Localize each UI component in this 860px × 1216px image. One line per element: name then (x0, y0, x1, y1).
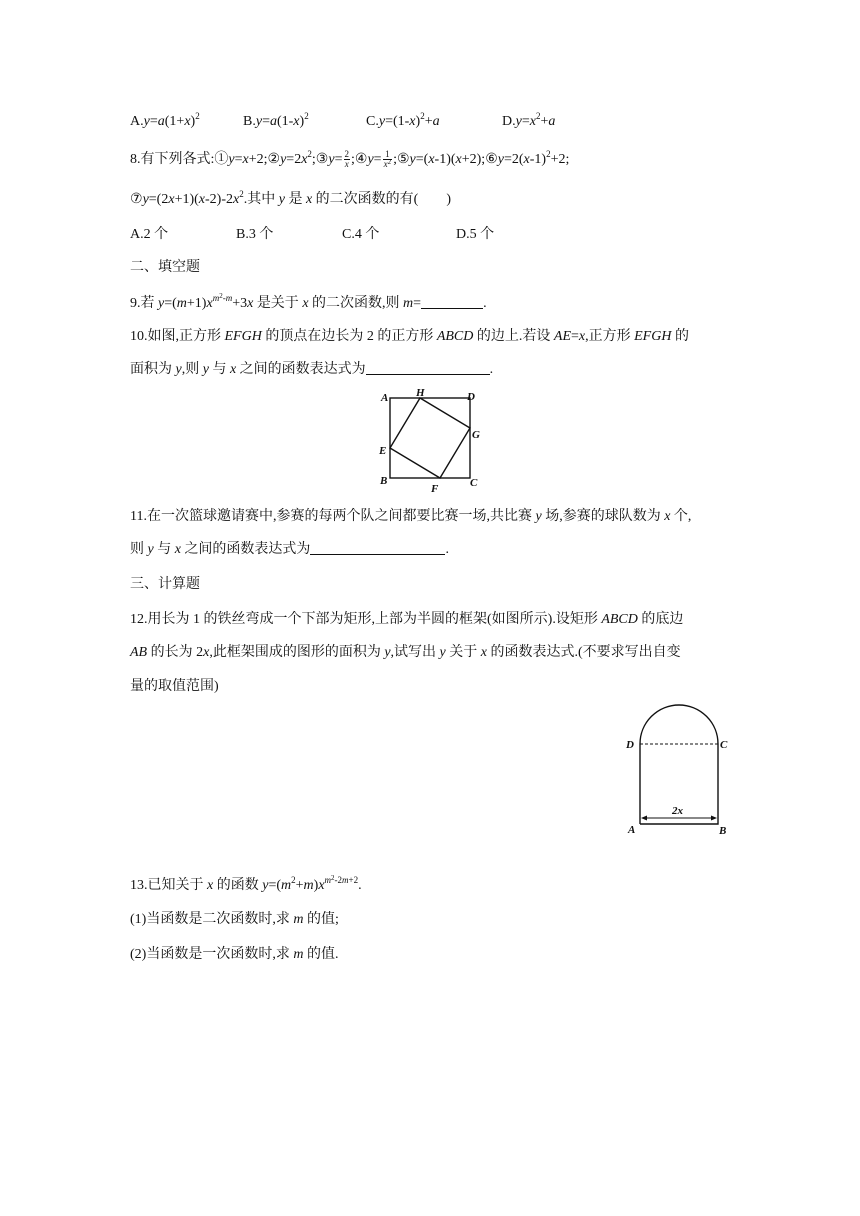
q8-option-a: A.2 个 (130, 227, 169, 242)
q12-frame-figure (624, 700, 734, 840)
q11-stem-line1: 11.在一次篮球邀请赛中,参赛的每两个队之间都要比赛一场,共比赛 y 场,参赛的球队数为 x 个, (130, 509, 692, 524)
q12-stem-line3: 量的取值范围) (130, 679, 219, 694)
label-g: G (472, 429, 480, 441)
label-width: 2x (672, 805, 683, 817)
q10-stem-line1: 10.如图,正方形 EFGH 的顶点在边长为 2 的正方形 ABCD 的边上.若设 AE=x,正方形 EFGH 的 (130, 329, 689, 344)
square-efgh (390, 398, 470, 478)
q13-stem: 13.已知关于 x 的函数 $y=(m^2+m)x^{m^2-2m+2}$. (130, 874, 362, 893)
label-c: C (720, 739, 728, 751)
q7-option-d: $D.y=x^2+a$ (502, 111, 556, 129)
q7-options (130, 112, 730, 132)
arrow-head-right (711, 816, 717, 821)
q7-option-b: $B.y=a(1-x)^2$ (243, 111, 309, 129)
q9-stem: 9.若 $y=(m+1)x^{m^2-m}+3x$ 是关于 x 的二次函数,则 m= . (130, 292, 487, 311)
q12-stem-line2: AB 的长为 2x,此框架围成的图形的面积为 y,试写出 y 关于 x 的函数表达式.(不要求写出自变 (130, 645, 681, 660)
q7-option-a: $A.y=a(1+x)^2$ (130, 111, 200, 129)
q8-stem: 8.有下列各式$:①y=x+2;②y=2x^2;③y=$ $\frac{2}{x}$ ;④y= $\frac{1}{x^2}$ $;⑤y=(x-1)(x+2);⑥y=2(x-1)^2+2$; (130, 149, 570, 170)
arrow-head-left (641, 816, 647, 821)
label-b: B (719, 825, 727, 837)
q7-option-c: $C.y=(1-x)^2+a$ (366, 111, 440, 129)
q11-answer-blank[interactable] (310, 540, 445, 555)
label-a: A (628, 824, 636, 836)
q10-stem-line2: 面积为 y,则 y 与 x 之间的函数表达式为 . (130, 362, 494, 377)
q12-stem-line1: 12.用长为 1 的铁丝弯成一个下部为矩形,上部为半圆的框架(如图所示).设矩形 ABCD 的底边 (130, 612, 684, 627)
q10-square-figure (376, 384, 488, 494)
label-d: D (467, 391, 475, 403)
square-abcd (390, 398, 470, 478)
label-a: A (381, 392, 389, 404)
label-d: D (626, 739, 634, 751)
label-h: H (416, 387, 425, 399)
q8-option-b: B.3 个 (236, 227, 274, 242)
label-e: E (379, 445, 387, 457)
section-heading-calculation: 三、计算题 (130, 577, 200, 592)
q11-stem-line2: 则 y 与 x 之间的函数表达式为 . (130, 542, 449, 557)
label-c: C (470, 477, 478, 489)
q8-options (130, 225, 730, 245)
q8-stem-continued: $⑦y=(2x+1)(x-2)-2x^2$.其中 y 是 x 的二次函数的有( ) (130, 189, 451, 207)
label-f: F (431, 483, 439, 494)
q8-option-c: C.4 个 (342, 227, 380, 242)
q10-answer-blank[interactable] (366, 360, 490, 375)
section-heading-fill-in: 二、填空题 (130, 260, 200, 275)
q13-part1: (1)当函数是二次函数时,求 m 的值; (130, 912, 339, 927)
q9-answer-blank[interactable] (421, 294, 483, 309)
q13-part2: (2)当函数是一次函数时,求 m 的值. (130, 947, 339, 962)
q8-option-d: D.5 个 (456, 227, 495, 242)
label-b: B (380, 475, 388, 487)
